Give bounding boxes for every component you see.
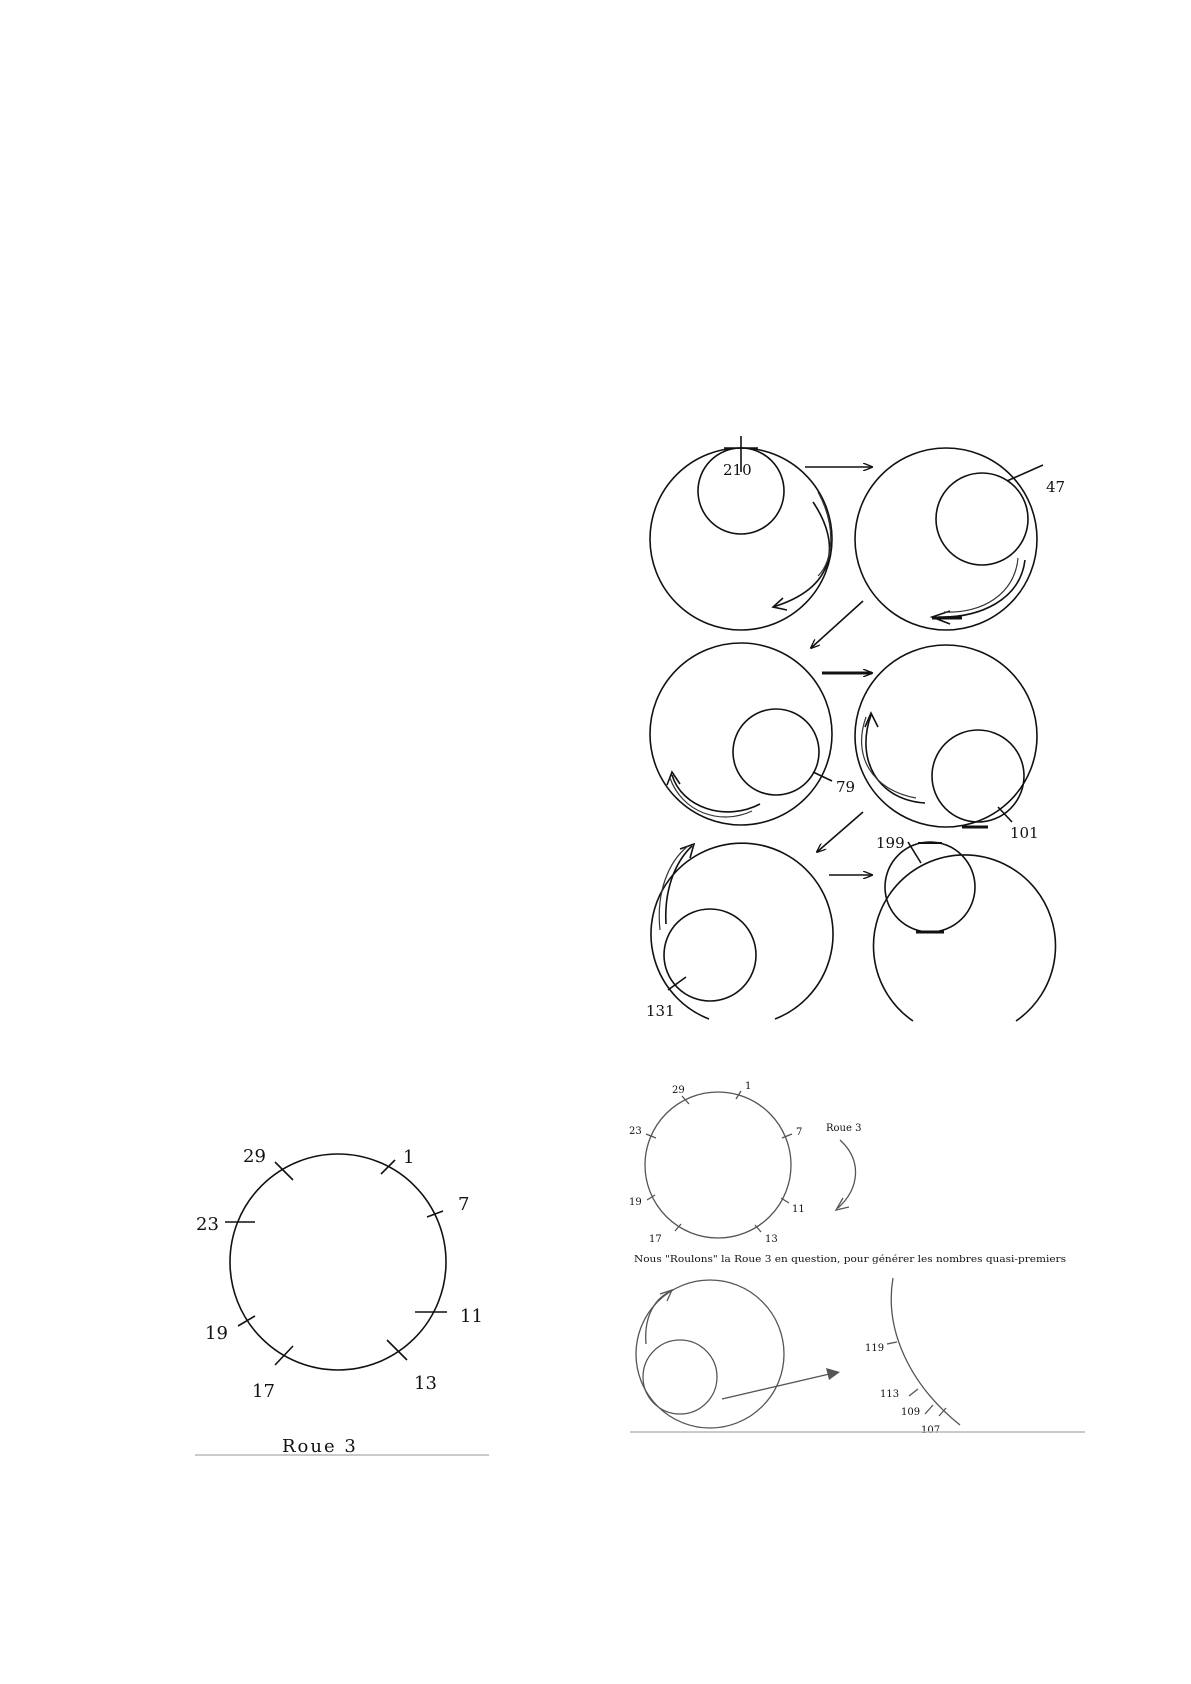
- large-circle: [855, 645, 1037, 827]
- wheel-number: 13: [414, 1373, 437, 1394]
- tick-mark: [682, 1096, 689, 1104]
- rotation-arrow: [866, 715, 925, 803]
- label-101: 101: [1010, 824, 1039, 842]
- rolling-wheels: [636, 1280, 840, 1428]
- tick-mark: [238, 1316, 255, 1326]
- rolling-panel-1: [650, 436, 832, 630]
- wheel-number: 23: [629, 1126, 642, 1137]
- small-circle: [932, 730, 1024, 822]
- small-circle: [733, 709, 819, 795]
- large-circle: [636, 1280, 784, 1428]
- roue-label: Roue 3: [826, 1123, 862, 1134]
- rolling-panel-3: [650, 643, 855, 825]
- wheel-number: 11: [792, 1204, 805, 1215]
- rotation-arrow: [773, 502, 829, 607]
- label-210: 210: [723, 461, 752, 479]
- small-circle: [885, 842, 975, 932]
- rolling-panel-6: [874, 834, 1056, 1021]
- wheel-number: 29: [243, 1146, 266, 1167]
- large-circle: [874, 855, 1056, 1021]
- small-circle: [664, 909, 756, 1001]
- wheel-roue-3: [195, 1146, 489, 1457]
- arc-number: 107: [921, 1425, 941, 1436]
- wheel-circle: [230, 1154, 446, 1370]
- small-circle: [936, 473, 1028, 565]
- wheel-number: 11: [460, 1306, 483, 1327]
- motion-arc: [944, 558, 1018, 612]
- rotation-arrow: [646, 1292, 669, 1344]
- rolled-arc: [865, 1278, 960, 1436]
- wheel-number: 7: [458, 1194, 470, 1215]
- small-wheel: [629, 1081, 805, 1245]
- rolling-panel-4: [855, 645, 1039, 842]
- wheel-number: 17: [252, 1381, 275, 1402]
- wheel-number: 1: [745, 1081, 752, 1092]
- roue-3-rolling-figure: [629, 1081, 1085, 1436]
- tick-mark: [275, 1346, 293, 1365]
- wheel-caption: Roue 3: [282, 1436, 358, 1457]
- arc-number: 109: [901, 1407, 921, 1418]
- wheel-number: 1: [403, 1147, 415, 1168]
- wheel-number: 7: [796, 1127, 803, 1138]
- rolling-panel-5: [646, 843, 833, 1020]
- sequence-arrow: [817, 812, 863, 852]
- large-circle: [650, 643, 832, 825]
- label-199: 199: [876, 834, 905, 852]
- large-circle: [651, 843, 833, 1019]
- roll-arrow: [838, 1140, 856, 1208]
- label-leader-line: [1007, 465, 1043, 481]
- tick-mark: [925, 1405, 933, 1414]
- label-79: 79: [836, 778, 856, 796]
- tick-mark: [381, 1160, 395, 1174]
- wheel-numbers: [196, 1146, 483, 1402]
- small-wheel-circle: [645, 1092, 791, 1238]
- sequence-arrow: [811, 601, 863, 648]
- wheel-number: 29: [672, 1085, 685, 1096]
- small-wheel-numbers: [629, 1081, 805, 1245]
- rolling-panel-2: [855, 448, 1065, 630]
- tick-mark: [909, 1389, 918, 1396]
- wheel-number: 23: [196, 1214, 219, 1235]
- large-circle: [855, 448, 1037, 630]
- label-47: 47: [1046, 478, 1066, 496]
- arrowhead: [865, 713, 878, 727]
- arrowhead: [826, 1368, 840, 1380]
- tick-mark: [782, 1134, 792, 1138]
- rotation-arrow: [666, 846, 692, 924]
- small-circle: [643, 1340, 717, 1414]
- wheel-number: 17: [649, 1234, 662, 1245]
- arc-number: 113: [880, 1389, 900, 1400]
- arc-number: 119: [865, 1343, 885, 1354]
- label-131: 131: [646, 1002, 675, 1020]
- wheel-number: 13: [765, 1234, 778, 1245]
- arc-line: [891, 1278, 960, 1425]
- rolling-caption: Nous "Roulons" la Roue 3 en question, pour générer les nombres quasi-premiers: [634, 1254, 1067, 1265]
- wheel-number: 19: [205, 1323, 228, 1344]
- rotation-arrow: [938, 560, 1025, 617]
- wheel-number: 19: [629, 1197, 642, 1208]
- tick-mark: [887, 1342, 897, 1344]
- sequence-arrows: [805, 467, 872, 875]
- rolling-wheel-diagram: [646, 436, 1065, 1021]
